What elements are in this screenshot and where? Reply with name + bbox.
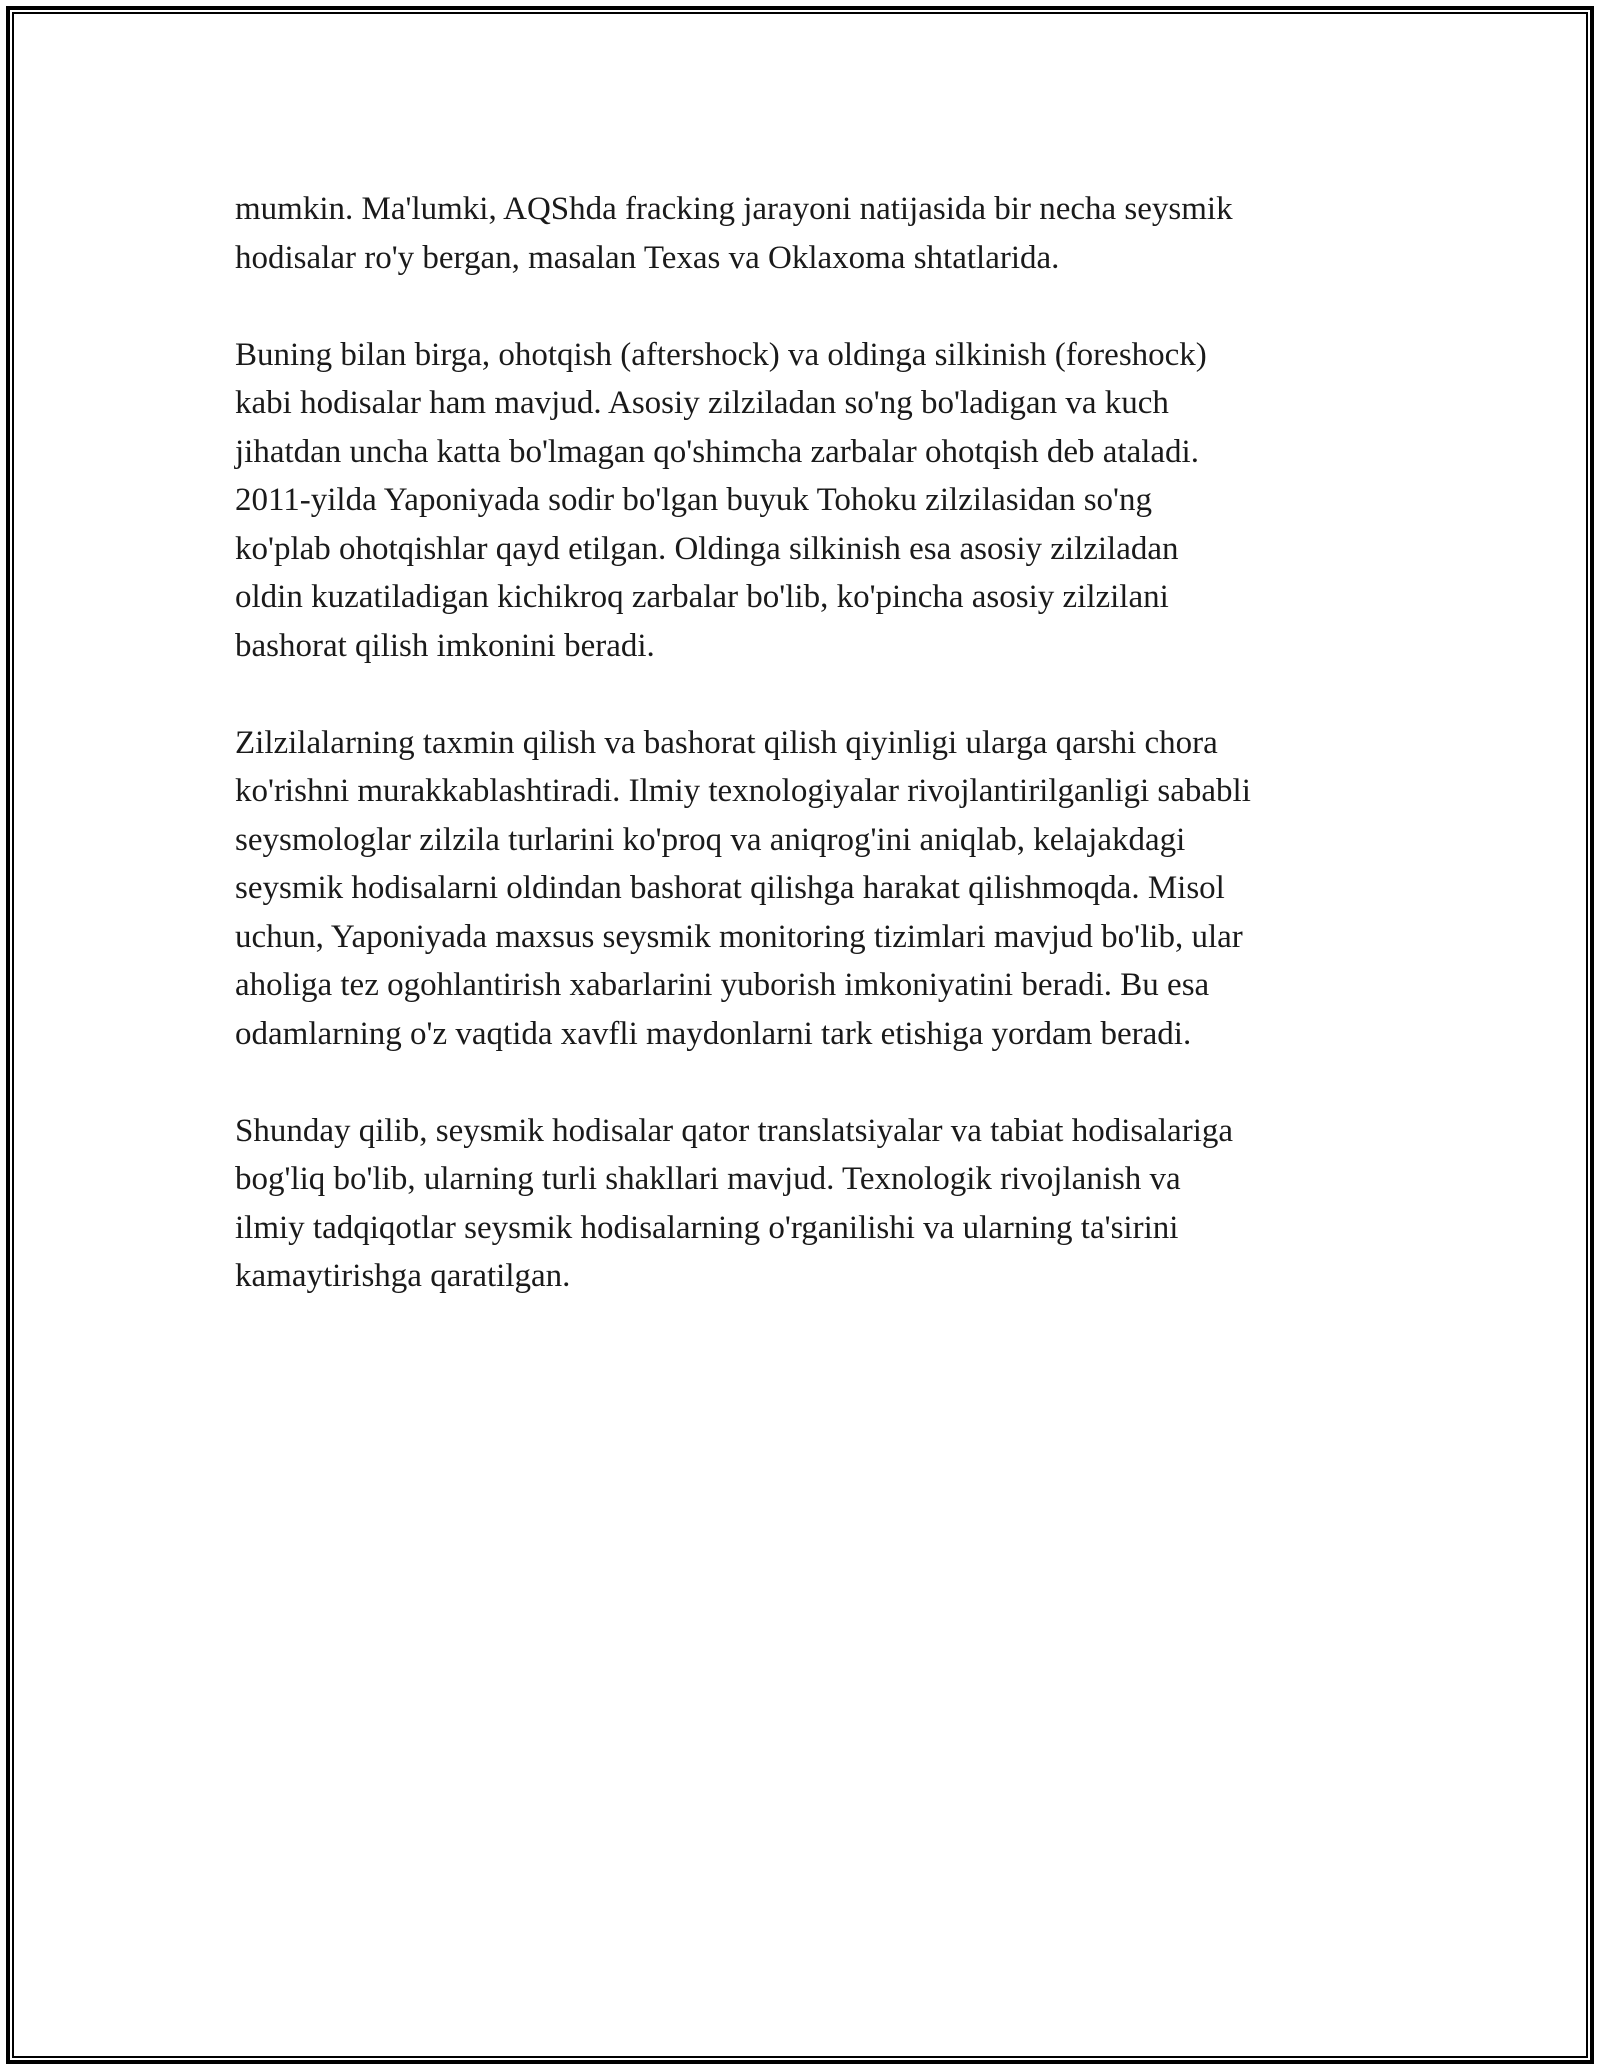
document-body — [235, 185, 1375, 1349]
paragraph-1: mumkin. Ma'lumki, AQShda fracking jarayoni natijasida bir necha seysmik hodisalar ro'y bergan, masalan Texas va Oklaxoma shtatlarida. — [235, 191, 1233, 276]
paragraph-3: Zilzilalarning taxmin qilish va bashorat qilish qiyinligi ularga qarshi chora ko'rishni murakkablashtiradi. Ilmiy texnologiyalar rivojlantirilganligi sababli seysmologlar zilzila turlarini ko'proq va aniqrog'ini aniqlab, kelajakdagi seysmik hodisalarni oldindan bashorat qilishga harakat qilishmoqda. Misol uchun, Yaponiyada maxsus seysmik monitoring tizimlari mavjud bo'lib, ular aholiga tez ogohlantirish xabarlarini yuborish imkoniyatini beradi. Bu esa odamlarning o'z vaqtida xavfli maydonlarni tark etishiga yordam beradi. — [235, 724, 1251, 1052]
paragraph-2: Buning bilan birga, ohotqish (aftershock) va oldinga silkinish (foreshock) kabi hodisalar ham mavjud. Asosiy zilziladan so'ng bo'ladigan va kuch jihatdan uncha katta bo'lmagan qo'shimcha zarbalar ohotqish deb ataladi. 2011-yilda Yaponiyada sodir bo'lgan buyuk Tohoku zilzilasidan so'ng ko'plab ohotqishlar qayd etilgan. Oldinga silkinish esa asosiy zilziladan oldin kuzatiladigan kichikroq zarbalar bo'lib, ko'pincha asosiy zilzilani bashorat qilish imkonini beradi. — [235, 336, 1207, 664]
paragraph-4: Shunday qilib, seysmik hodisalar qator translatsiyalar va tabiat hodisalariga bog'liq bo'lib, ularning turli shakllari mavjud. Texnologik rivojlanish va ilmiy tadqiqotlar seysmik hodisalarning o'rganilishi va ularning ta'sirini kamaytirishga qaratilgan. — [235, 1112, 1234, 1294]
